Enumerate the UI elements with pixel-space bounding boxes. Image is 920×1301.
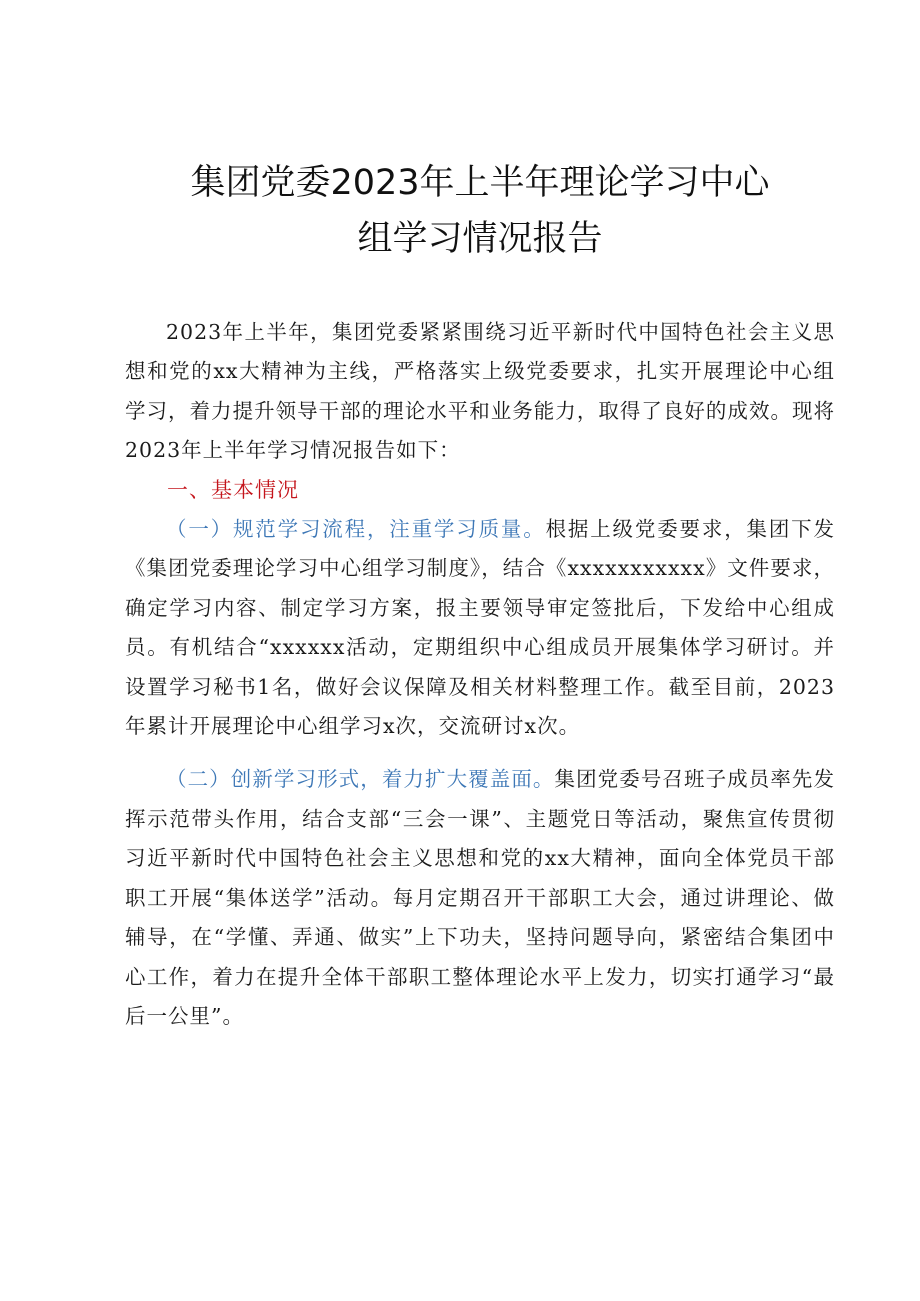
paragraph-2-body: 集团党委号召班子成员率先发挥示范带头作用，结合支部“三会一课”、主题党日等活动，聚焦宣传贯彻习近平新时代中国特色社会主义思想和党的xx大精神，面向全体党员干部职工开展“集体送学”活动。每月定期召开干部职工大会，通过讲理论、做辅导，在“学懂、弄通、做实”上下功夫，坚持问题导向，紧密结合集团中心工作，着力在提升全体干部职工整体理论水平上发力，切实打通学习“最后一公里”。 xyxy=(125,767,835,1028)
document-title xyxy=(125,155,835,267)
document-body xyxy=(125,313,835,1036)
title-line-2: 组学习情况报告 xyxy=(357,219,603,259)
paragraph-1 xyxy=(125,510,835,746)
title-line-1: 集团党委2023年上半年理论学习中心 xyxy=(190,163,770,203)
paragraph-2 xyxy=(125,760,835,1036)
paragraph-1-body: 根据上级党委要求，集团下发《集团党委理论学习中心组学习制度》，结合《xxxxxxxxxxx》文件要求，确定学习内容、制定学习方案，报主要领导审定签批后，下发给中心组成员。有机结合“xxxxxx活动，定期组织中心组成员开展集体学习研讨。并设置学习秘书1名，做好会议保障及相关材料整理工作。截至目前，2023年累计开展理论中心组学习x次，交流研讨x次。 xyxy=(125,517,836,739)
intro-paragraph: 2023年上半年，集团党委紧紧围绕习近平新时代中国特色社会主义思想和党的xx大精神为主线，严格落实上级党委要求，扎实开展理论中心组学习，着力提升领导干部的理论水平和业务能力，取得了良好的成效。现将2023年上半年学习情况报告如下： xyxy=(125,320,835,463)
paragraph-2-heading: （二）创新学习形式，着力扩大覆盖面。 xyxy=(166,767,555,792)
section-heading-basic-situation: 一、基本情况 xyxy=(167,477,299,502)
paragraph-gap xyxy=(125,746,835,760)
paragraph-1-heading: （一）规范学习流程，注重学习质量。 xyxy=(166,517,546,542)
